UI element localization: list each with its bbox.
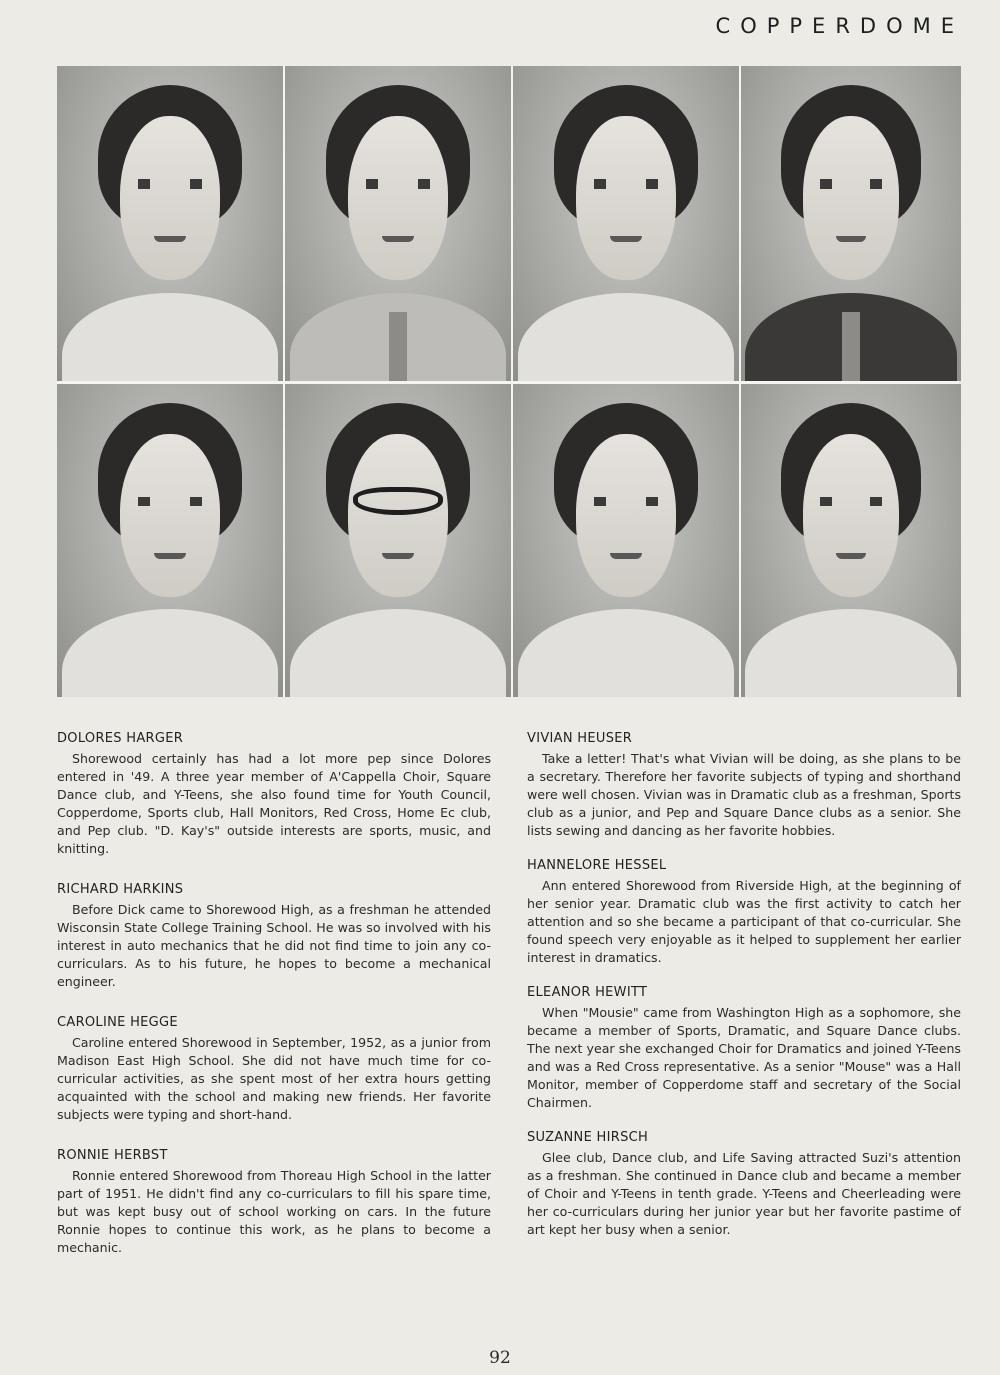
student-bio: Ann entered Shorewood from Riverside High, at the beginning of her senior year. Dramatic club was the first activity to catch her attention and so she became a participant of that co-curricular. She found speech very enjoyable as it helped to supplement her earlier interest in dramatics. — [527, 878, 961, 965]
mouth-shape — [154, 553, 186, 559]
student-bio: Shorewood certainly has had a lot more pep since Dolores entered in '49. A three year member of A'Cappella Choir, Square Dance club, and Y-Teens, she also found time for Youth Council, Copperdome, Sports club, Hall Monitors, Red Cross, Home Ec club, and Pep club. "D. Kay's" outside interests are sports, music, and knitting. — [57, 751, 491, 856]
student-name: SUZANNE HIRSCH — [527, 1130, 649, 1145]
face-shape — [803, 116, 900, 280]
eyes-shape — [138, 179, 201, 188]
student-name: DOLORES HARGER — [57, 731, 184, 746]
blouse-shape — [290, 609, 507, 697]
student-bio: When "Mousie" came from Washington High as a sophomore, she became a member of Sports, Dramatic, and Square Dance clubs. The next year she exchanged Choir for Dramatics and joined Y-Teens and was a Red Cross representative. As a senior "Mouse" was a Hall Monitor, member of Copperdome staff and secretary of the Social Chairmen. — [527, 1005, 961, 1110]
mouth-shape — [610, 553, 642, 559]
bio-entry — [57, 881, 491, 991]
portrait-grid — [57, 66, 959, 697]
yearbook-title: COPPERDOME — [715, 14, 964, 38]
mouth-shape — [382, 236, 414, 242]
portrait-photo-5 — [57, 384, 283, 697]
collar-shape — [62, 293, 279, 381]
eyes-shape — [366, 179, 429, 188]
blouse-shape — [518, 293, 735, 381]
mouth-shape — [836, 236, 867, 242]
student-name: RONNIE HERBST — [57, 1148, 168, 1163]
bio-entry — [527, 1129, 961, 1239]
student-bio: Caroline entered Shorewood in September, 1952, as a junior from Madison East High School. She did not have much time for co-curricular activities, as she spent most of her extra hours getting acquainted with the school and making new friends. Her favorite subjects were typing and short-hand. — [57, 1035, 491, 1122]
student-bio: Glee club, Dance club, and Life Saving attracted Suzi's attention as a freshman. She continued in Dance club and became a member of Choir and Y-Teens in tenth grade. Y-Teens and Cheerleading were her co-curriculars during her junior year but her favorite pastime of art kept her busy when a senior. — [527, 1150, 961, 1237]
face-shape — [348, 434, 447, 597]
eyes-shape — [594, 497, 657, 506]
student-name: VIVIAN HEUSER — [527, 731, 633, 746]
bio-entry — [57, 1014, 491, 1124]
portrait-photo-2 — [285, 66, 511, 381]
eyes-shape — [820, 497, 882, 506]
face-shape — [348, 116, 447, 280]
student-bio: Take a letter! That's what Vivian will be doing, as she plans to be a secretary. Therefore her favorite subjects of typing and shorthand were well chosen. Vivian was in Dramatic club as a freshman, Sports club as a junior, and Pep and Square Dance clubs as a senior. She lists sewing and dancing as her favorite hobbies. — [527, 751, 961, 838]
blouse-shape — [62, 609, 279, 697]
face-shape — [120, 434, 219, 597]
student-name: HANNELORE HESSEL — [527, 858, 667, 873]
face-shape — [576, 434, 675, 597]
mouth-shape — [382, 553, 414, 559]
bio-entry — [527, 730, 961, 840]
portrait-photo-8 — [741, 384, 961, 697]
mouth-shape — [836, 553, 867, 559]
left-bio-column — [57, 730, 491, 1280]
portrait-photo-3 — [513, 66, 739, 381]
student-name: CAROLINE HEGGE — [57, 1015, 178, 1030]
eyes-shape — [594, 179, 657, 188]
blouse-shape — [518, 609, 735, 697]
face-shape — [120, 116, 219, 280]
bio-entry — [527, 857, 961, 967]
student-bio: Ronnie entered Shorewood from Thoreau High School in the latter part of 1951. He didn't find any co-curriculars to fill his spare time, but was kept busy out of school working on cars. In the future Ronnie hopes to continue this work, as he plans to become a mechanic. — [57, 1168, 491, 1255]
bio-entry — [527, 984, 961, 1112]
student-name: RICHARD HARKINS — [57, 882, 184, 897]
student-bio: Before Dick came to Shorewood High, as a freshman he attended Wisconsin State College Training School. He was so involved with his interest in auto mechanics that he did not find time to join any co-curriculars. As to his future, he hopes to become a mechanical engineer. — [57, 902, 491, 989]
blouse-shape — [745, 609, 956, 697]
bio-entry — [57, 1147, 491, 1257]
bio-entry — [57, 730, 491, 858]
mouth-shape — [610, 236, 642, 242]
eyes-shape — [820, 179, 882, 188]
page-number: 92 — [489, 1348, 511, 1368]
portrait-photo-4 — [741, 66, 961, 381]
mouth-shape — [154, 236, 186, 242]
portrait-photo-6 — [285, 384, 511, 697]
face-shape — [576, 116, 675, 280]
right-bio-column — [527, 730, 961, 1256]
tie-shape — [842, 312, 860, 381]
face-shape — [803, 434, 900, 597]
portrait-photo-7 — [513, 384, 739, 697]
tie-shape — [389, 312, 407, 381]
eyes-shape — [138, 497, 201, 506]
student-name: ELEANOR HEWITT — [527, 985, 648, 1000]
portrait-photo-1 — [57, 66, 283, 381]
